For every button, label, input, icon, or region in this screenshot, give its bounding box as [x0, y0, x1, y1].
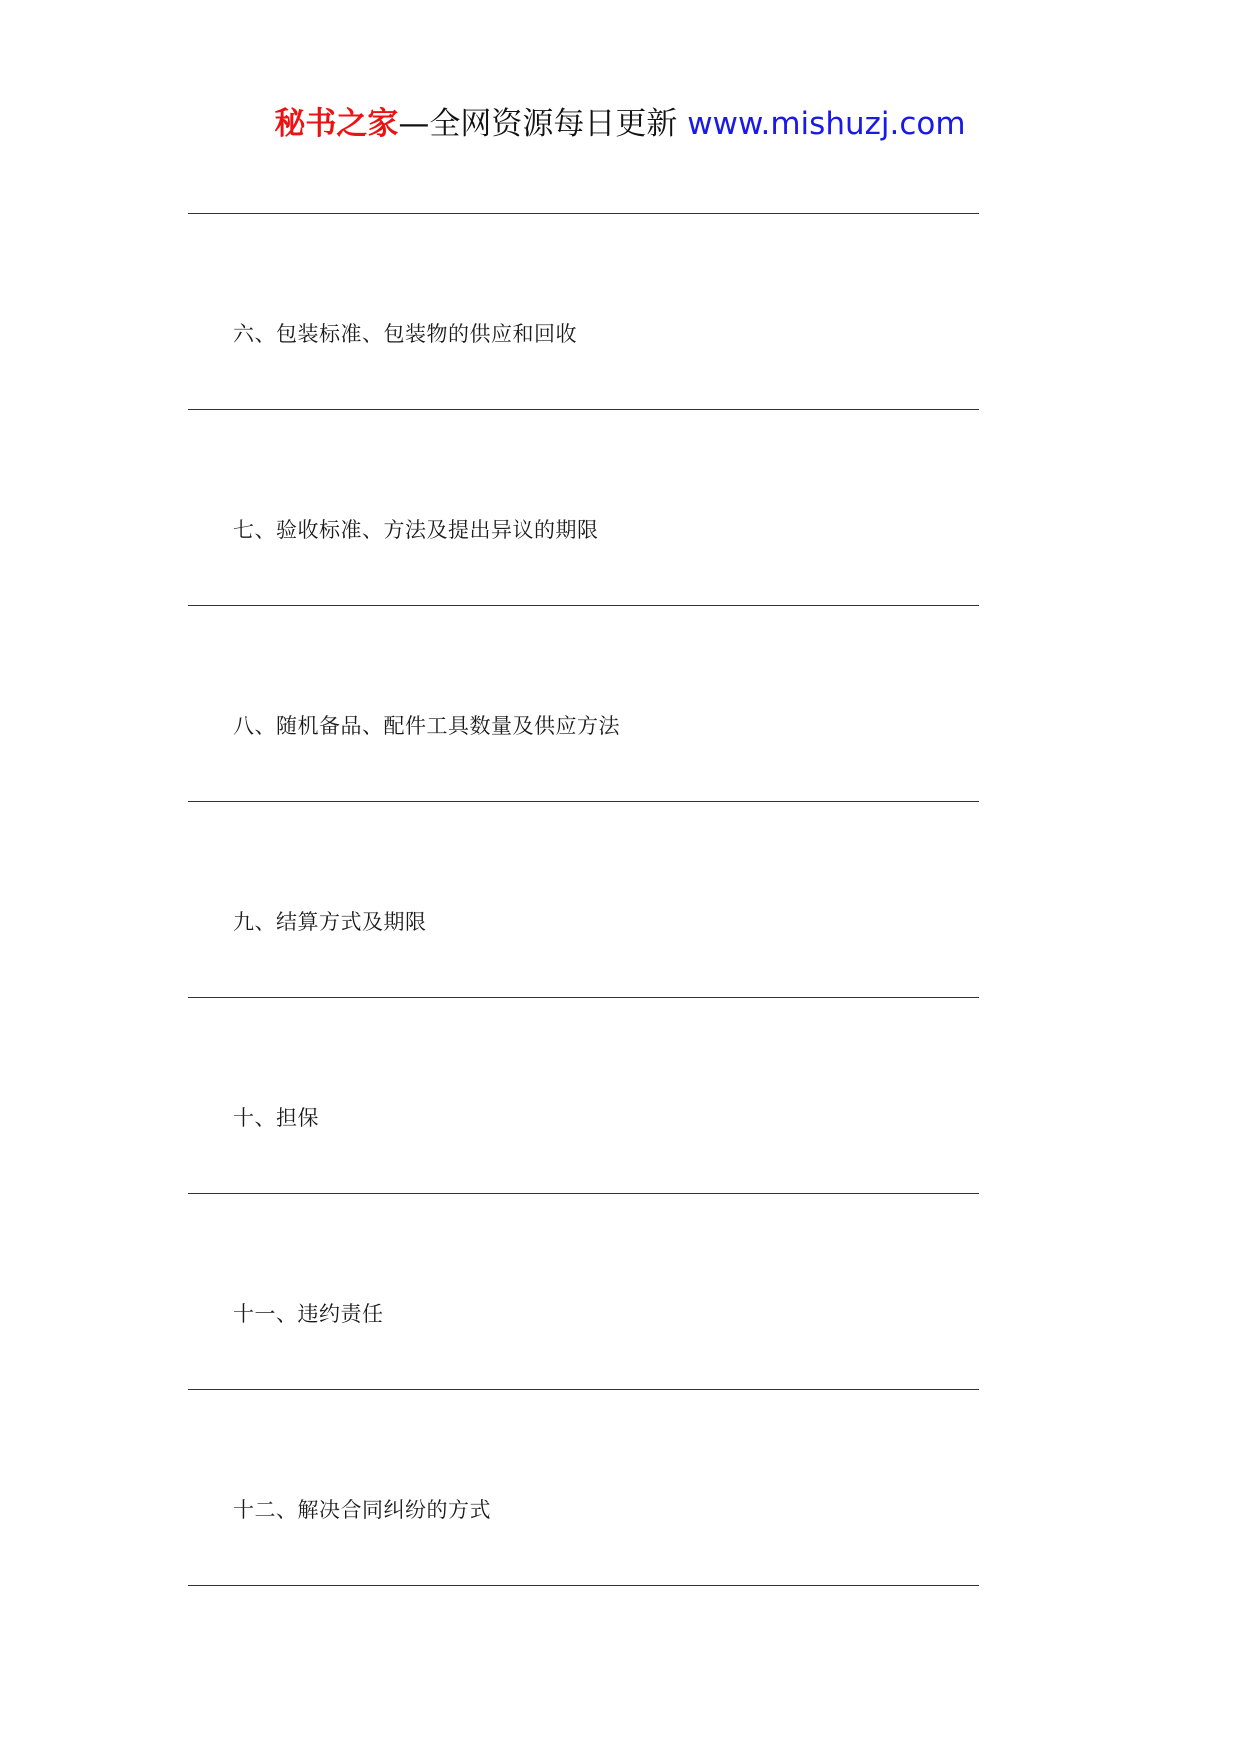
clause-11-heading: 十一、违约责任	[233, 1302, 384, 1326]
fill-in-blank-line	[188, 213, 979, 214]
fill-in-blank-line	[188, 997, 979, 998]
fill-in-blank-line	[188, 1193, 979, 1194]
fill-in-blank-line	[188, 1585, 979, 1586]
clause-12-heading: 十二、解决合同纠纷的方式	[233, 1498, 491, 1522]
fill-in-blank-line	[188, 409, 979, 410]
fill-in-blank-line	[188, 605, 979, 606]
brand-name: 秘书之家	[274, 106, 399, 142]
clause-10-heading: 十、担保	[233, 1106, 319, 1130]
clause-7-heading: 七、验收标准、方法及提出异议的期限	[233, 518, 599, 542]
clause-6-heading: 六、包装标准、包装物的供应和回收	[233, 322, 577, 346]
site-url-link[interactable]: www.mishuzj.com	[687, 106, 966, 142]
clause-8-heading: 八、随机备品、配件工具数量及供应方法	[233, 714, 620, 738]
fill-in-blank-line	[188, 1389, 979, 1390]
fill-in-blank-line	[188, 801, 979, 802]
clause-9-heading: 九、结算方式及期限	[233, 910, 427, 934]
page-header	[0, 100, 1240, 148]
header-tagline: —全网资源每日更新	[398, 106, 678, 142]
